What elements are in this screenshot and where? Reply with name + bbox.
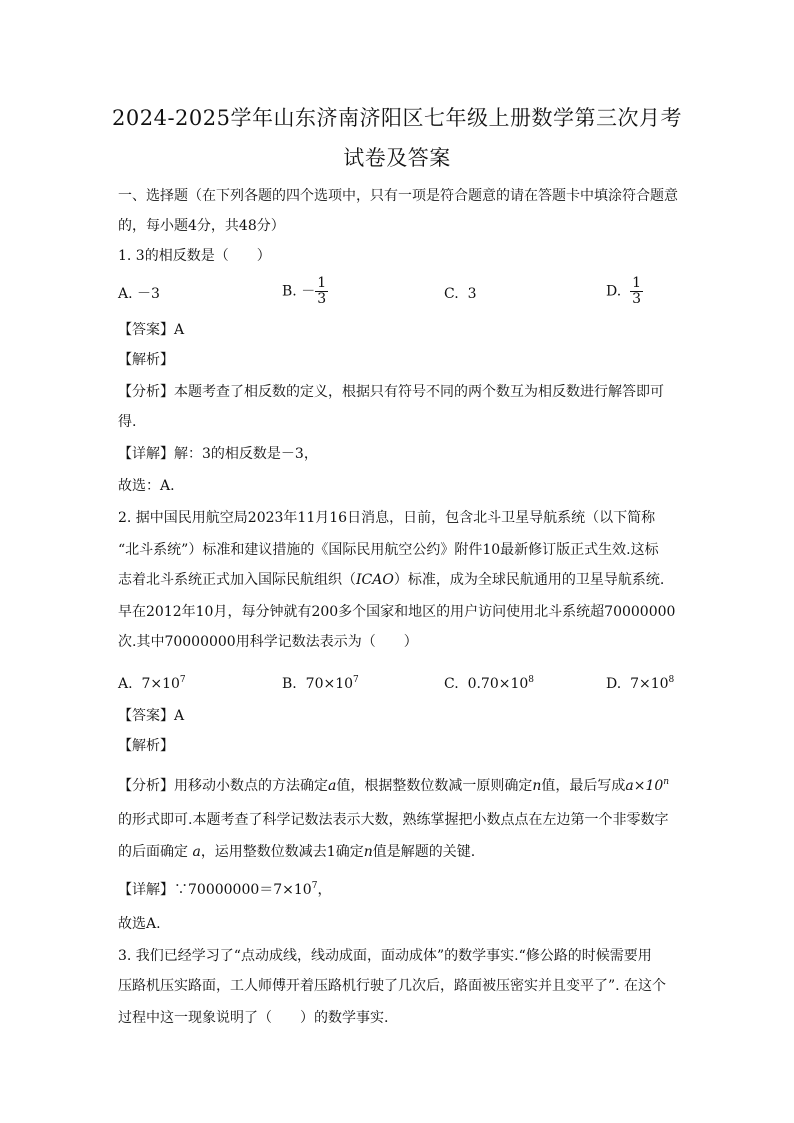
q2-stem-line4: 早在2012年10月，每分钟就有200多个国家和地区的用户访问使用北斗系统超70000000 — [118, 604, 676, 620]
q2-choice: 故选A. — [118, 916, 161, 932]
q2-stem-line1: 2. 据中国民用航空局2023年11月16日消息，日前，包含北斗卫星导航系统（以下简称 — [118, 510, 656, 526]
q1-option-d: D. $\frac{1}{3}$ — [606, 275, 642, 307]
document-title-line1: 2024-2025学年山东济南济阳区七年级上册数学第三次月考 — [112, 106, 682, 130]
q1-analysis-cont: 得. — [118, 414, 137, 430]
q1-analysis: 【分析】本题考查了相反数的定义，根据只有符号不同的两个数互为相反数进行解答即可 — [118, 384, 664, 400]
section-heading: 一、选择题（在下列各题的四个选项中，只有一项是符合题意的请在答题卡中填涂符合题意 — [118, 188, 678, 204]
q3-stem-line3: 过程中这一现象说明了（ ）的数学事实. — [118, 1010, 389, 1026]
q3-stem-line1: 3. 我们已经学习了“点动成线，线动成面，面动成体”的数学事实.“修公路的时候需要用 — [118, 948, 652, 964]
q2-analysis: 【分析】用移动小数点的方法确定a值，根据整数位数减一原则确定n值，最后写成$a\times 10^n$ — [118, 777, 670, 794]
q1-option-b: B. － $\frac{1}{3}$ — [282, 275, 327, 307]
q2-stem-line5: 次.其中70000000用科学记数法表示为（ ） — [118, 634, 418, 650]
q1-analysis-heading: 【解析】 — [118, 352, 174, 368]
q1-choice: 故选：A. — [118, 478, 175, 494]
q2-option-b: B. $70\times 10^7$ — [282, 675, 359, 692]
q1-option-c: C. 3 — [444, 286, 477, 302]
q3-stem-line2: 压路机压实路面，工人师傅开着压路机行驶了几次后，路面被压密实并且变平了”. 在这个 — [118, 978, 667, 994]
q1-detail: 【详解】解：3的相反数是－3， — [118, 446, 318, 462]
q2-option-a: A. $7\times 10^7$ — [118, 675, 186, 692]
section-heading-cont: 的，每小题4分，共48分） — [118, 218, 285, 234]
q2-analysis-cont1: 的形式即可.本题考查了科学记数法表示大数，熟练掌握把小数点点在左边第一个非零数字 — [118, 812, 669, 828]
q2-analysis-heading: 【解析】 — [118, 738, 174, 754]
q2-analysis-cont2: 的后面确定 a，运用整数位数减去1确定n值是解题的关键. — [118, 844, 476, 860]
q2-detail: 【详解】$\because 70000000=7\times 10^7$， — [118, 881, 332, 898]
q2-option-d: D. $7\times 10^8$ — [606, 675, 675, 692]
q1-answer: 【答案】A — [118, 322, 185, 338]
q2-answer: 【答案】A — [118, 708, 185, 724]
q2-option-c: C. $0.70\times 10^8$ — [444, 675, 535, 692]
q2-stem-line2: “北斗系统”）标准和建议措施的《国际民用航空公约》附件10最新修订版正式生效.这标 — [118, 542, 659, 558]
fraction: $\frac{1}{3}$ — [632, 275, 642, 307]
q2-stem-line3: 志着北斗系统正式加入国际民航组织（ICAO）标准，成为全球民航通用的卫星导航系统. — [118, 572, 665, 588]
q1-option-a: A. －3 — [118, 286, 160, 302]
document-title-line2: 试卷及答案 — [343, 146, 451, 170]
q1-stem: 1. 3的相反数是（ ） — [118, 248, 271, 264]
fraction: $\frac{1}{3}$ — [317, 275, 327, 307]
